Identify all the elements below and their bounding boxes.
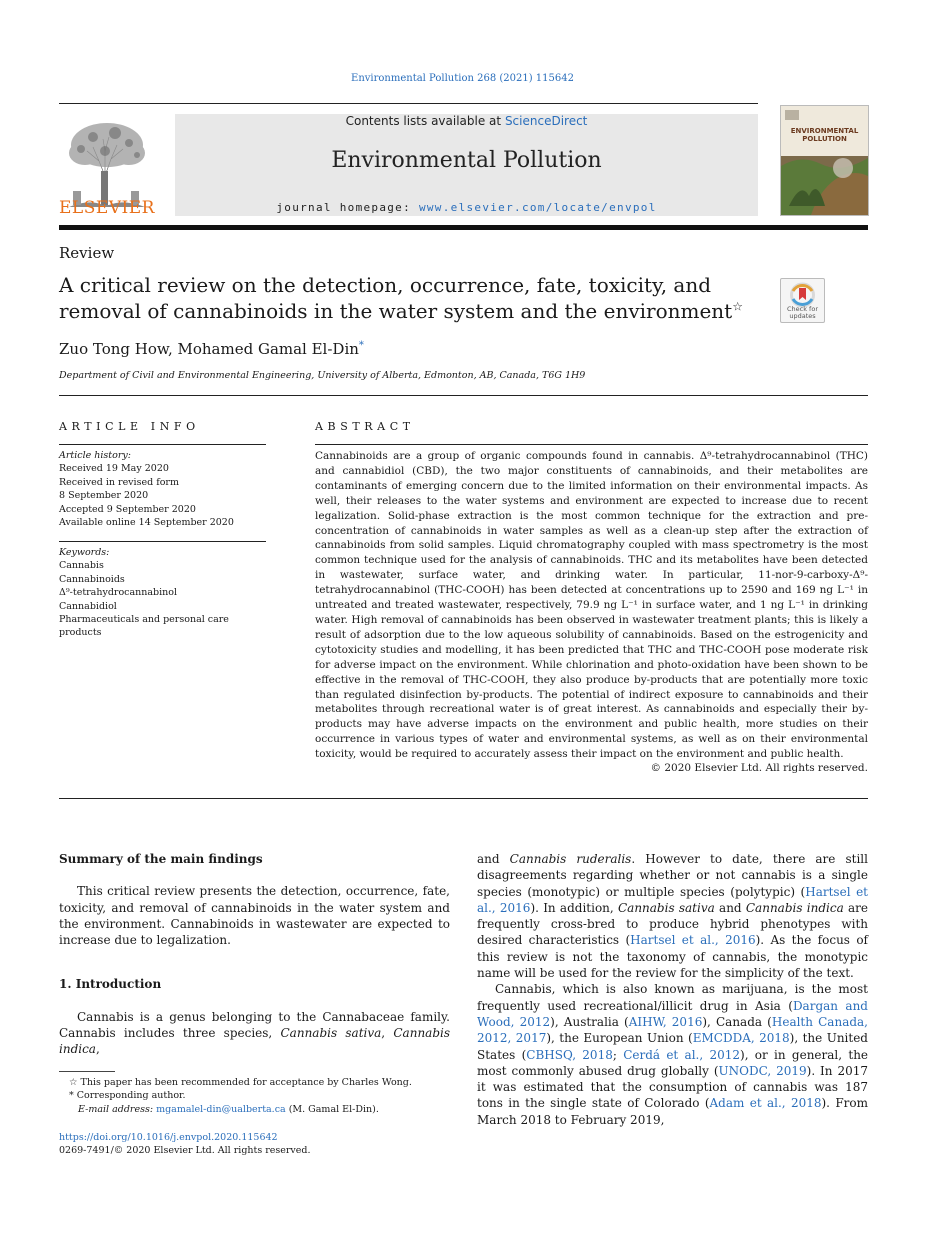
article-history-label: Article history: [59,450,131,461]
text-run: ). In addition, [530,900,618,915]
citation-link[interactable]: Dargan and Wood, 2012 [477,998,868,1029]
article-info-rule [59,444,266,445]
citation-link[interactable]: CBHSQ, 2018 [526,1047,613,1062]
keyword-item: Cannabis [59,560,104,572]
header-top-rule [59,103,758,104]
citation-link[interactable]: Adam et al., 2018 [709,1096,822,1111]
text-run: , [381,1026,394,1041]
journal-citation-link[interactable]: Environmental Pollution 268 (2021) 115642 [351,73,574,84]
article-history [59,449,266,529]
elsevier-wordmark: ELSEVIER [59,198,155,218]
species-name: Cannabis sativa [617,900,715,915]
crossmark-label: Check for updates [787,305,818,320]
text-run: ), or in general, the most commonly abused drug globally ( [477,1047,869,1078]
text-run: ; [612,1047,624,1062]
abstract-copyright: © 2020 Elsevier Ltd. All rights reserved. [650,762,868,774]
history-item: 8 September 2020 [59,490,149,502]
intro-paragraph-continued [477,851,868,981]
intro-paragraph-2 [477,981,868,1128]
footnote-rule [59,1071,115,1072]
authors [59,340,364,358]
issn-line: 0269-7491/© 2020 Elsevier Ltd. All rights reserved. [59,1145,311,1157]
species-name: Cannabis indica [59,1026,450,1057]
species-name: Cannabis indica [745,900,844,915]
body-left-column [59,851,450,1058]
keywords [59,546,266,640]
text-run: ). From March 2018 to February 2019, [477,1096,868,1127]
citation-link[interactable]: Hartsel et al., 2016 [477,884,869,915]
abstract-heading: ABSTRACT [315,420,415,433]
journal-name: Environmental Pollution [331,148,602,173]
email-link[interactable]: mgamalel-din@ualberta.ca [156,1103,286,1115]
email-label: E-mail address: [78,1103,157,1115]
article-title [59,272,769,324]
text-run: and [714,900,746,915]
email-footnote [59,1103,450,1116]
text-run: ), the United States ( [477,1031,868,1062]
keyword-item: Cannabinoids [59,573,125,585]
email-suffix: (M. Gamal El-Din). [285,1103,379,1115]
cover-title: ENVIRONMENTAL POLLUTION [790,127,859,143]
recommendation-footnote: ☆ This paper has been recommended for acceptance by Charles Wong. [69,1077,412,1088]
species-name: Cannabis sativa [280,1026,382,1041]
divider-rule [59,395,868,396]
footnotes [59,1076,450,1116]
keywords-rule [59,541,266,542]
history-item: Accepted 9 September 2020 [59,503,196,515]
keywords-label: Keywords: [59,547,110,558]
abstract-rule [315,444,868,445]
doi-link[interactable]: https://doi.org/10.1016/j.envpol.2020.115642 [59,1132,278,1143]
history-item: Available online 14 September 2020 [59,517,234,529]
summary-paragraph: This critical review presents the detection, occurrence, fate, toxicity, and removal of cannabinoids in the water system and the environment. Cannabinoids in wastewater are expected to increase due to legalization. [59,884,450,948]
spacer [59,993,450,1009]
citation-link[interactable]: EMCDDA, 2018 [692,1031,790,1046]
doi-block [59,1131,311,1158]
text-run: are frequently cross-bred to produce hybrid phenotypes with desired characteristics ( [477,900,868,948]
keyword-item: Cannabidiol [59,600,117,612]
body-right-column [477,851,868,1128]
citation-link[interactable]: AIHW, 2016 [628,1014,703,1029]
spacer [59,867,450,883]
abstract-text: Cannabinoids are a group of organic compounds found in cannabis. Δ⁹-tetrahydrocannabinol (THC) and cannabidiol (CBD), the two major constituents of cannabinoids, and their metabolites are contaminants of emerging concern due to the limited information on their environmental impacts. As well, their releases to the water systems and environment are expected to increase due to recent legalization. Solid-phase extraction is the most common technique for the extraction and pre-concentration of cannabinoids in water samples as well as a clean-up step after the extraction of cannabinoids from solid samples. Liquid chromatography coupled with mass spectrometry is the most common technique used for the analysis of cannabinoids. THC and its metabolites have been detected in wastewater, surface water, and drinking water. In particular, 11-nor-9-carboxy-Δ⁹-tetrahydrocannabinol (THC-COOH) has been detected at concentrations up to 2590 and 169 ng L⁻¹ in untreated and treated wastewater, respectively, 79.9 ng L⁻¹ in surface water, and 1 ng L⁻¹ in drinking water. High removal of cannabinoids has been observed in wastewater treatment plants; this is likely a result of adsorption due to the low aqueous solubility of cannabinoids. Based on the estrogenicity and cytotoxicity studies and modelling, it has been predicted that THC and THC-COOH pose moderate risk for adverse impact on the environment. While chlorination and photo-oxidation have been shown to be effective in the removal of THC-COOH, they also produce by-products that are potentially more toxic than regulated disinfection by-products. The potential of indirect exposure to cannabinoids and their metabolites through recreational water is of great interest. As cannabinoids and especially their by-products may have adverse impacts on the environment and public health, more studies on their occurrence in various types of water and environmental systems, as well as on their environmental toxicity, would be required to accurately assess their impact on the environment and public health. [315,450,868,761]
author-names: Zuo Tong How, Mohamed Gamal El-Din [59,340,359,358]
summary-heading: Summary of the main findings [59,852,263,866]
text-run: Cannabis, which is also known as marijuana, is the most frequently used recreational/illicit drug in Asia ( [477,982,868,1013]
text-run: ), the European Union ( [546,1031,693,1046]
homepage-link[interactable]: www.elsevier.com/locate/envpol [418,201,657,214]
citation-link[interactable]: Cerdá et al., 2012 [623,1047,741,1062]
keyword-item: Δ⁹-tetrahydrocannabinol [59,587,178,599]
abstract-body [315,449,868,762]
keyword-item: Pharmaceuticals and personal care products [59,614,229,639]
homepage-prefix: journal homepage: [276,201,419,214]
header-thick-rule [59,225,868,230]
contents-line [175,114,758,128]
homepage-line [175,201,758,214]
title-footnote-mark[interactable]: ☆ [732,299,743,314]
species-name: Cannabis ruderalis [509,852,632,866]
article-title-text: A critical review on the detection, occurrence, fate, toxicity, and removal of cannabinoids in the water system and the environment [59,273,733,323]
citation-link[interactable]: Hartsel et al., 2016 [630,933,756,948]
text-run: , [95,1042,100,1057]
text-run: . However to date, there are still disagreements regarding whether or not cannabis is a single species (monotypic) or multiple species (polytypic) ( [477,852,868,899]
divider-rule [59,798,868,799]
sciencedirect-link[interactable]: ScienceDirect [504,114,588,128]
history-item: Received 19 May 2020 [59,463,169,475]
contents-prefix: Contents lists available at [345,114,505,128]
cover-artwork [781,106,868,215]
introduction-heading: 1. Introduction [59,977,162,992]
article-info-heading: ARTICLE INFO [59,420,200,433]
article-type: Review [59,244,115,262]
journal-cover-image[interactable] [780,105,869,216]
history-item: Received in revised form [59,476,179,488]
text-run: and [477,852,510,866]
text-run: ), Canada ( [702,1014,772,1029]
check-for-updates-button[interactable] [780,278,825,323]
spacer [59,948,450,976]
corresponding-author-mark[interactable]: * [358,340,364,351]
text-run: Cannabis is a genus belonging to the Cannabaceae family. Cannabis includes three species, [59,1009,450,1041]
text-run: ). As the focus of this review is not the taxonomy of cannabis, the monotypic name will be used for the review for the simplicity of the text. [477,933,868,981]
corresponding-author-footnote: * Corresponding author. [69,1090,186,1102]
text-run: ). In 2017 it was estimated that the consumption of cannabis was 187 tons in the single state of Colorado ( [477,1063,868,1111]
citation-link[interactable]: Health Canada, 2012, 2017 [477,1014,868,1046]
citation-link[interactable]: UNODC, 2019 [718,1063,807,1078]
text-run: ), Australia ( [550,1014,629,1029]
affiliation: Department of Civil and Environmental Engineering, University of Alberta, Edmonton, AB, Canada, T6G 1H9 [59,370,586,381]
intro-paragraph [59,1009,450,1058]
